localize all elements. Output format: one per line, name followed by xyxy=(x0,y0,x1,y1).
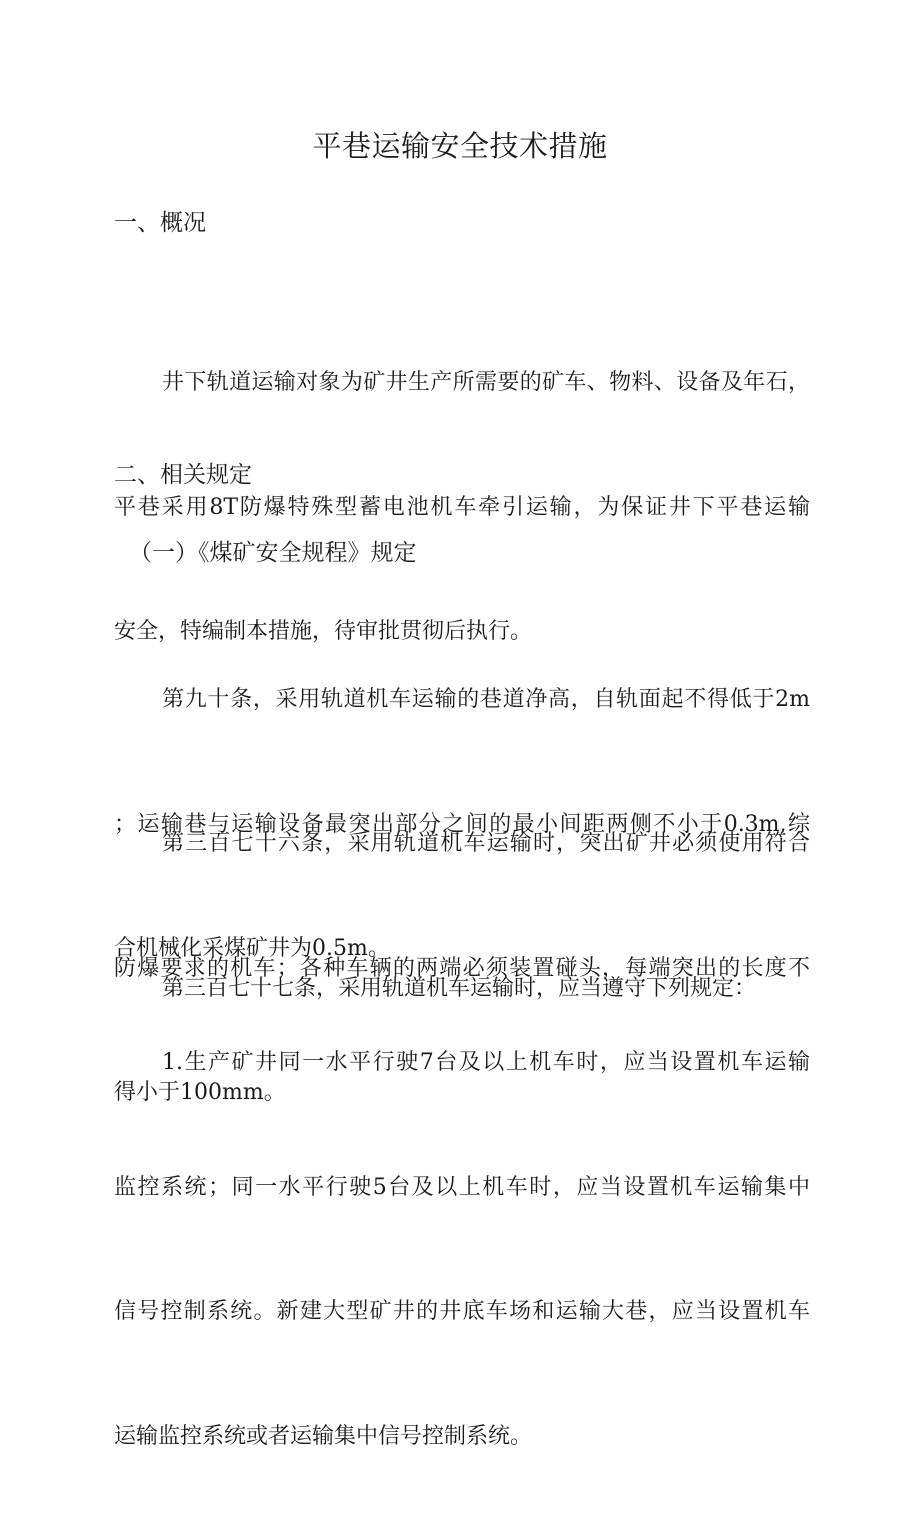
paragraph-line: 得小于100mm。 xyxy=(114,1080,286,1105)
subsection-heading-coal-mine-safety-rules: （一）《煤矿安全规程》规定 xyxy=(129,540,417,566)
paragraph-line: 防爆要求的机车；各种车辆的两端必须装置碰头，每端突出的长度不 xyxy=(114,955,810,981)
paragraph-line: 第三百七十七条，采用轨道机车运输时，应当遵守下列规定： xyxy=(162,976,757,1001)
paragraph-line: 第三百七十六条，采用轨道机车运输时，突出矿井必须使用符合 xyxy=(162,831,810,856)
paragraph-line: 平巷采用8T防爆特殊型蓄电池机车牵引运输，为保证井下平巷运输 xyxy=(114,494,810,520)
paragraph-line: 井下轨道运输对象为矿井生产所需要的矿车、物料、设备及年石， xyxy=(162,370,810,395)
paragraph-line: 1.生产矿井同一水平行驶7台及以上机车时，应当设置机车运输 xyxy=(162,1050,810,1075)
paragraph-line: 合机械化采煤矿井为0.5m。 xyxy=(114,936,390,961)
paragraph-line: 运输监控系统或者运输集中信号控制系统。 xyxy=(114,1423,533,1449)
section-heading-regulations: 二、相关规定 xyxy=(114,462,252,488)
paragraph-line: 信号控制系统。新建大型矿井的井底车场和运输大巷，应当设置机车 xyxy=(114,1299,810,1324)
section-heading-overview: 一、概况 xyxy=(114,210,206,236)
paragraph-line: 监控系统；同一水平行驶5台及以上机车时，应当设置机车运输集中 xyxy=(114,1174,810,1200)
paragraph-line: ；运输巷与运输设备最突出部分之间的最小间距两侧不小于0.3m,综 xyxy=(114,811,810,837)
paragraph-line: 安全，特编制本措施，待审批贯彻后执行。 xyxy=(114,619,533,644)
paragraph-item-1 xyxy=(114,959,810,1540)
paragraph-line: 第九十条，采用轨道机车运输的巷道净高，自轨面起不得低于2m xyxy=(162,687,810,712)
document-title: 平巷运输安全技术措施 xyxy=(312,129,608,163)
